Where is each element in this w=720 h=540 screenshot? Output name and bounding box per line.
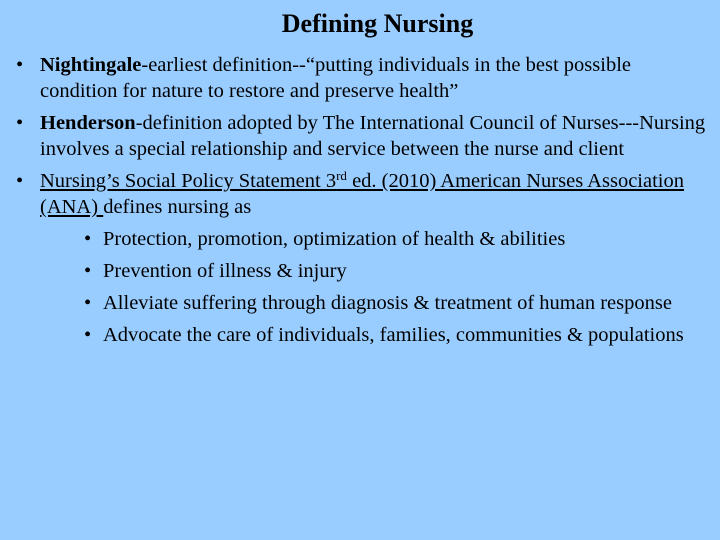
bullet-icon: • <box>16 54 24 76</box>
bullet-icon: • <box>16 112 24 134</box>
bullet-text: -definition adopted by The International Council of Nurses---Nursing involves a special relationship and service between the nurse and client <box>40 112 706 160</box>
bullet-item-nightingale <box>0 52 712 104</box>
bullet-icon: • <box>84 228 92 250</box>
policy-title-part: Nursing’s Social Policy Statement 3 <box>40 170 337 192</box>
bullet-list <box>0 52 720 354</box>
sub-bullet-item <box>0 258 703 284</box>
bullet-icon: • <box>84 260 92 282</box>
sub-bullet-text: Alleviate suffering through diagnosis & treatment of human response <box>103 292 672 314</box>
bullet-text: -earliest definition--“putting individuals in the best possible condition for nature to restore and preserve health” <box>40 54 632 102</box>
sub-bullet-item <box>0 226 703 252</box>
sub-bullet-text: Advocate the care of individuals, families, communities & populations <box>103 324 684 346</box>
sub-bullet-text: Prevention of illness & injury <box>103 260 347 282</box>
ordinal-suffix: rd <box>336 168 347 183</box>
bullet-item-ana <box>0 168 712 220</box>
sub-bullet-list <box>0 226 720 348</box>
bullet-text: defines nursing as <box>103 196 252 218</box>
sub-bullet-item <box>0 322 703 348</box>
bullet-icon: • <box>16 170 24 192</box>
bullet-name: Henderson <box>40 112 136 134</box>
policy-title-part: ed. (2010) American Nurses Association (ANA) <box>40 170 684 218</box>
slide-title: Defining Nursing <box>281 9 474 38</box>
bullet-name: Nightingale <box>40 54 142 76</box>
sub-bullet-item <box>0 290 703 316</box>
bullet-icon: • <box>84 292 92 314</box>
bullet-item-henderson <box>0 110 712 162</box>
sub-bullet-text: Protection, promotion, optimization of health & abilities <box>103 228 566 250</box>
bullet-icon: • <box>84 324 92 346</box>
